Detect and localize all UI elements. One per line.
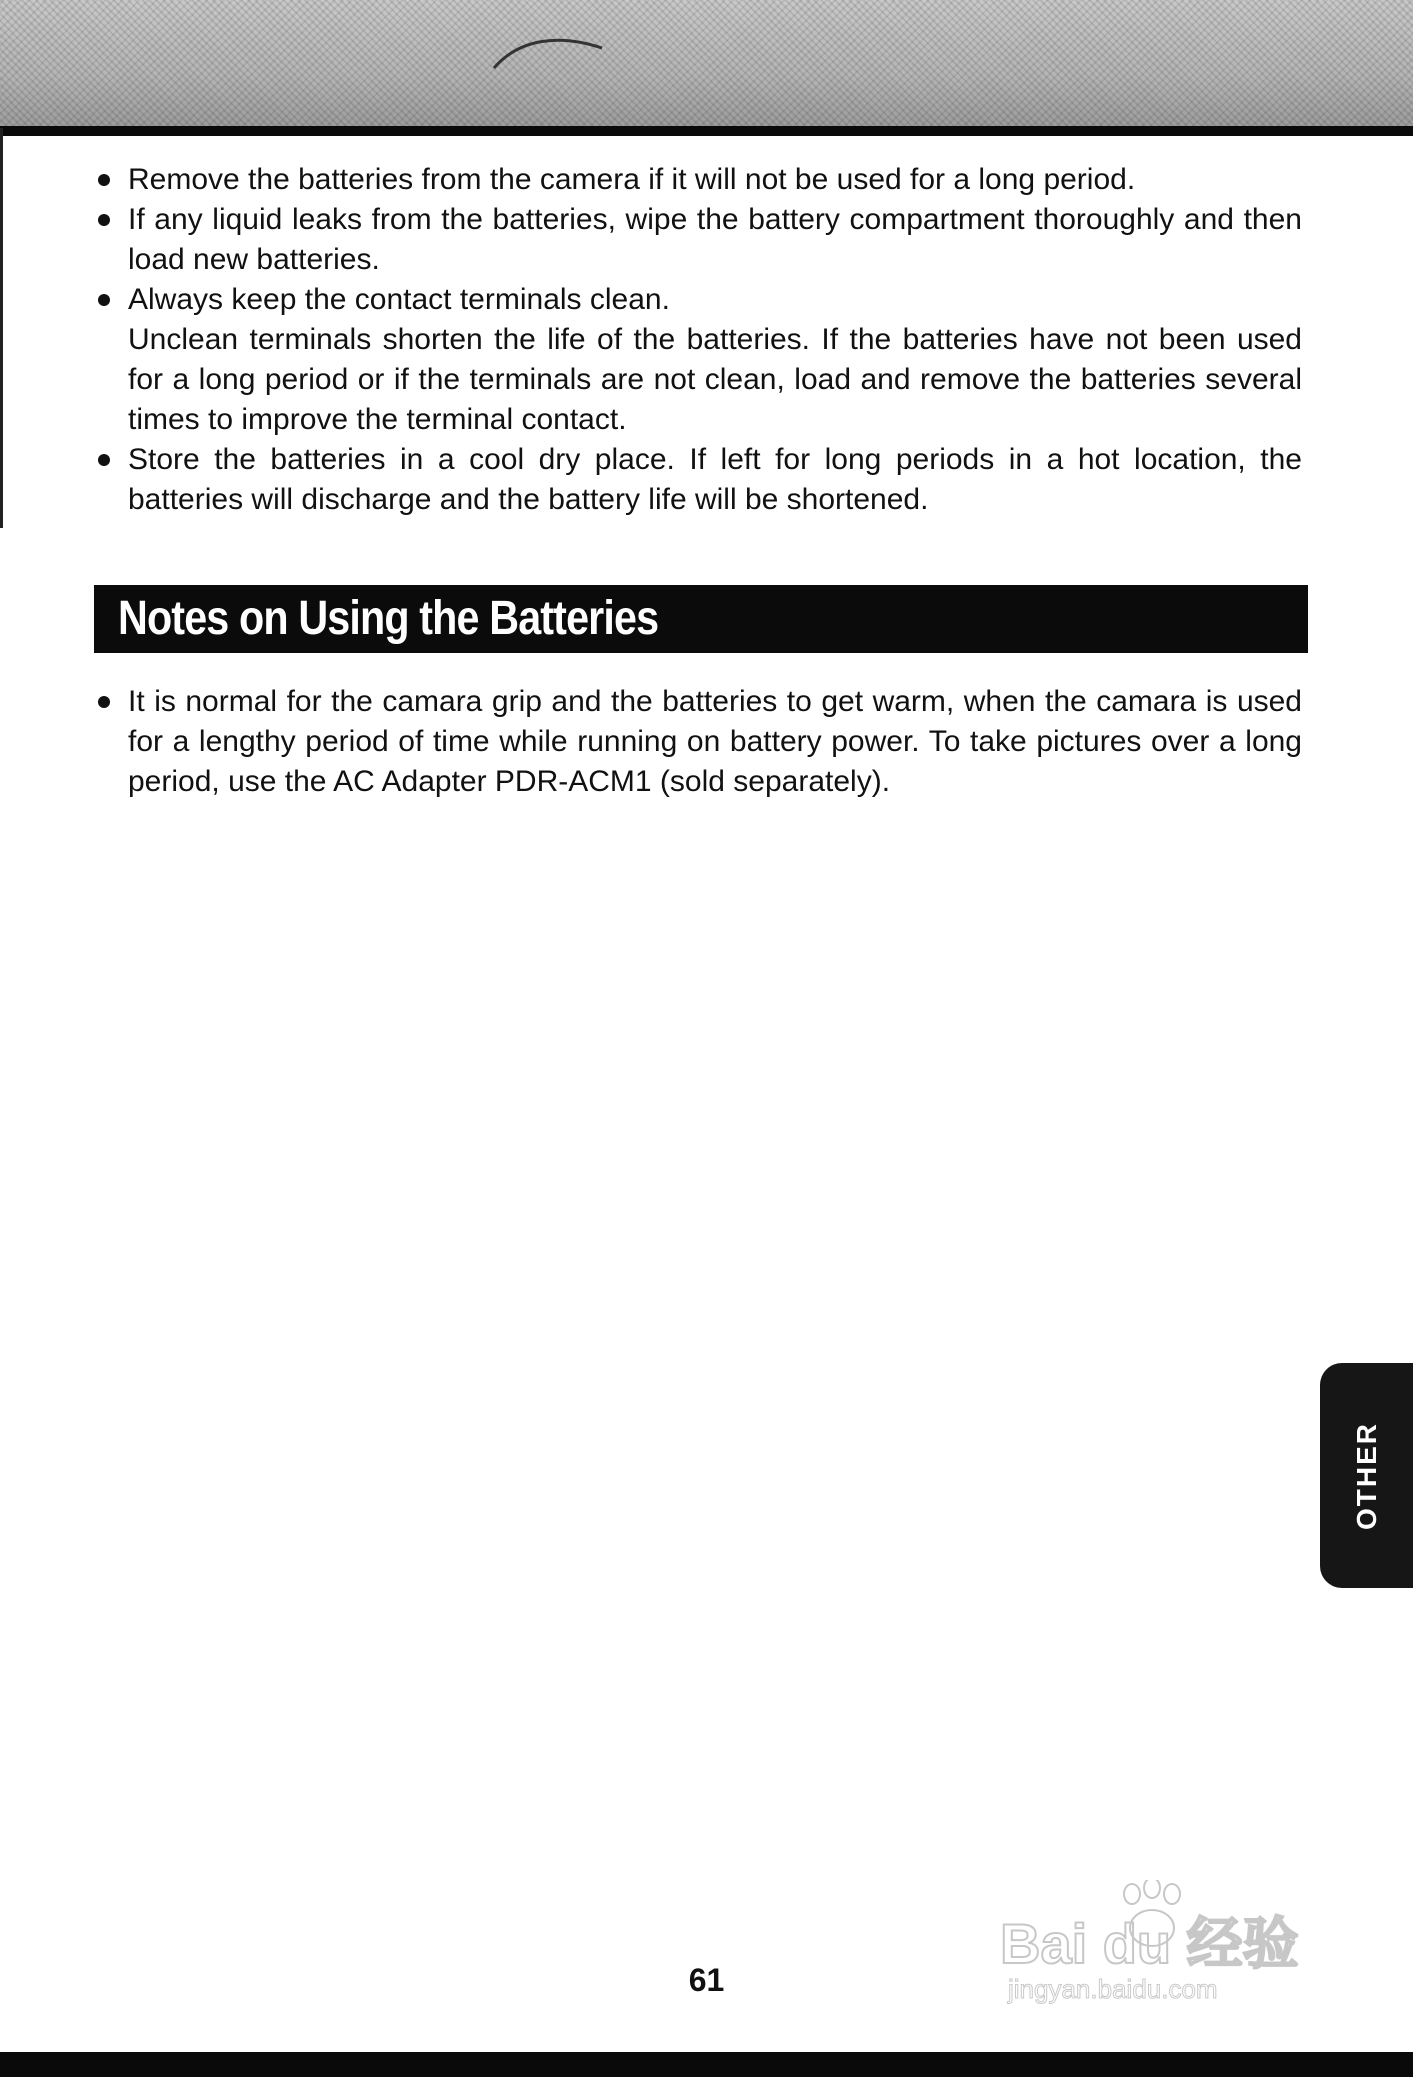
page-number: 61 (688, 1962, 725, 1998)
list-item (92, 160, 1302, 200)
chapter-tab (1320, 1363, 1413, 1588)
list-item-text: Remove the batteries from the camera if it will not be used for a long period. (128, 163, 1136, 196)
header-band (0, 0, 1413, 128)
chapter-tab-label: OTHER (1350, 1421, 1382, 1530)
bullet-icon (98, 696, 110, 708)
list-item-text: If any liquid leaks from the batteries, wipe the battery compartment thoroughly and then load new batteries. (128, 203, 1302, 276)
swoosh-mark (490, 28, 610, 78)
footer-rule (0, 2052, 1413, 2077)
watermark-url: jingyan.baidu.com (1008, 1974, 1218, 2004)
list-item-text: Always keep the contact terminals clean. (128, 283, 670, 316)
list-item (92, 682, 1302, 802)
bullet-icon (98, 294, 110, 306)
list-item (92, 280, 1302, 440)
list-item-detail: Unclean terminals shorten the life of the batteries. If the batteries have not been used for a long period or if the terminals are not clean, load and remove the batteries several times to improve the terminal contact. (128, 323, 1302, 436)
left-scan-edge (0, 128, 6, 528)
list-item-text: It is normal for the camara grip and the batteries to get warm, when the camara is used for a lengthy period of time while running on battery power. To take pictures over a long period, use the AC Adapter PDR-ACM1 (sold separately). (128, 685, 1302, 798)
list-item (92, 200, 1302, 280)
bullet-icon (98, 214, 110, 226)
notes-list-2 (92, 682, 1302, 802)
bullet-icon (98, 174, 110, 186)
header-rule (0, 126, 1413, 136)
section-title: Notes on Using the Batteries (118, 592, 659, 645)
list-item (92, 440, 1302, 520)
watermark-logo (1000, 1880, 1330, 2010)
notes-list-1 (92, 160, 1302, 520)
bullet-icon (98, 454, 110, 466)
list-item-text: Store the batteries in a cool dry place. If left for long periods in a hot location, the batteries will discharge and the battery life will be shortened. (128, 443, 1302, 516)
section-heading-bar (94, 585, 1308, 653)
watermark-text: Bai du 经验 (1000, 1912, 1299, 1975)
